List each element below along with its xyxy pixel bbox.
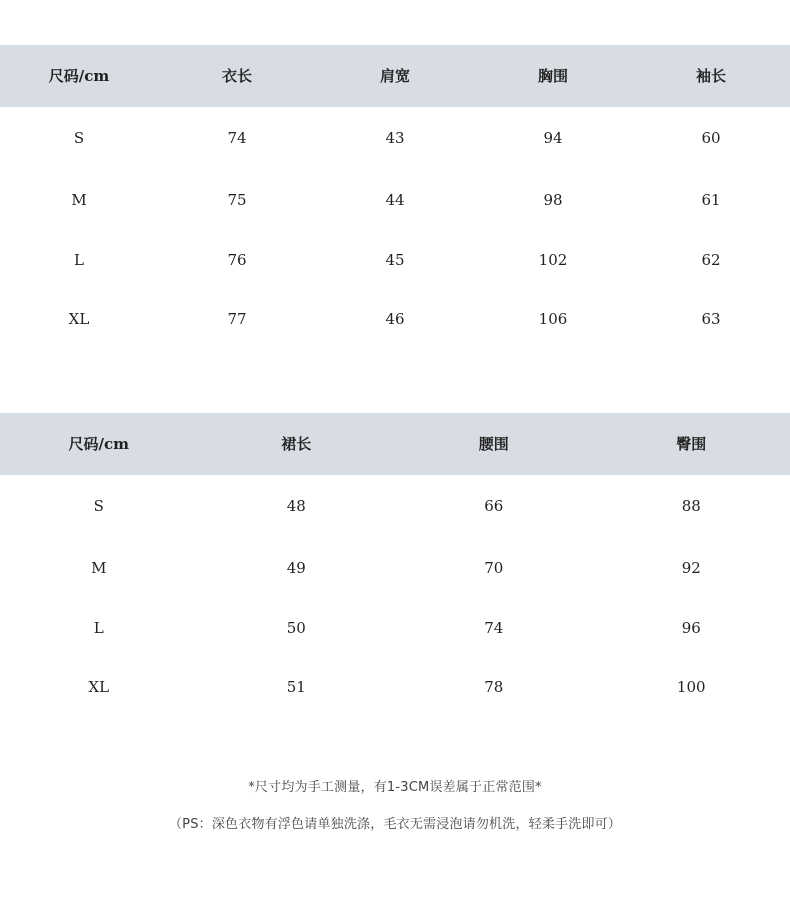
value-cell: 100 bbox=[676, 678, 706, 696]
care-note: （PS：深色衣物有浮色请单独洗涤，毛衣无需浸泡请勿机洗，轻柔手洗即可） bbox=[168, 817, 622, 832]
size-cell: L bbox=[93, 619, 104, 637]
value-cell: 98 bbox=[543, 191, 563, 209]
value-cell: 46 bbox=[385, 310, 405, 328]
size-cell: S bbox=[93, 497, 104, 515]
value-cell: 106 bbox=[538, 310, 568, 328]
bottom-table-header bbox=[0, 413, 790, 475]
table-row bbox=[0, 677, 790, 697]
value-cell: 50 bbox=[286, 619, 306, 637]
size-cell: M bbox=[71, 191, 87, 209]
header-length: 衣长 bbox=[221, 67, 252, 85]
value-cell: 94 bbox=[543, 129, 563, 147]
table-row bbox=[0, 309, 790, 329]
value-cell: 51 bbox=[286, 678, 306, 696]
value-cell: 44 bbox=[385, 191, 405, 209]
value-cell: 77 bbox=[227, 310, 247, 328]
header-chest: 胸围 bbox=[537, 67, 568, 85]
header-size: 尺码/cm bbox=[68, 435, 129, 453]
value-cell: 88 bbox=[681, 497, 701, 515]
header-waist: 腰围 bbox=[478, 435, 509, 453]
value-cell: 96 bbox=[681, 619, 701, 637]
header-skirt-length: 裙长 bbox=[281, 435, 312, 453]
header-sleeve: 袖长 bbox=[695, 67, 726, 85]
value-cell: 43 bbox=[385, 129, 405, 147]
value-cell: 48 bbox=[286, 497, 306, 515]
measurement-note: *尺寸均为手工测量，有1-3CM误差属于正常范围* bbox=[248, 780, 542, 795]
size-cell: XL bbox=[88, 678, 110, 696]
value-cell: 49 bbox=[286, 559, 306, 577]
header-hip: 臀围 bbox=[676, 435, 707, 453]
table-row bbox=[0, 496, 790, 516]
value-cell: 60 bbox=[701, 129, 721, 147]
table-row bbox=[0, 190, 790, 210]
value-cell: 92 bbox=[681, 559, 701, 577]
table-row bbox=[0, 128, 790, 148]
table-row bbox=[0, 558, 790, 578]
value-cell: 102 bbox=[538, 251, 568, 269]
size-cell: XL bbox=[68, 310, 90, 328]
size-cell: S bbox=[73, 129, 85, 147]
value-cell: 76 bbox=[227, 251, 247, 269]
value-cell: 61 bbox=[701, 191, 721, 209]
value-cell: 74 bbox=[227, 129, 247, 147]
header-shoulder: 肩宽 bbox=[379, 67, 410, 85]
value-cell: 78 bbox=[484, 678, 504, 696]
value-cell: 63 bbox=[701, 310, 721, 328]
value-cell: 70 bbox=[484, 559, 504, 577]
table-row bbox=[0, 250, 790, 270]
value-cell: 75 bbox=[227, 191, 247, 209]
value-cell: 62 bbox=[701, 251, 721, 269]
value-cell: 66 bbox=[484, 497, 504, 515]
header-size: 尺码/cm bbox=[48, 67, 110, 85]
table-row bbox=[0, 618, 790, 638]
size-cell: L bbox=[74, 251, 84, 269]
size-cell: M bbox=[91, 559, 107, 577]
value-cell: 45 bbox=[385, 251, 405, 269]
value-cell: 74 bbox=[484, 619, 504, 637]
top-table-header bbox=[0, 45, 790, 107]
